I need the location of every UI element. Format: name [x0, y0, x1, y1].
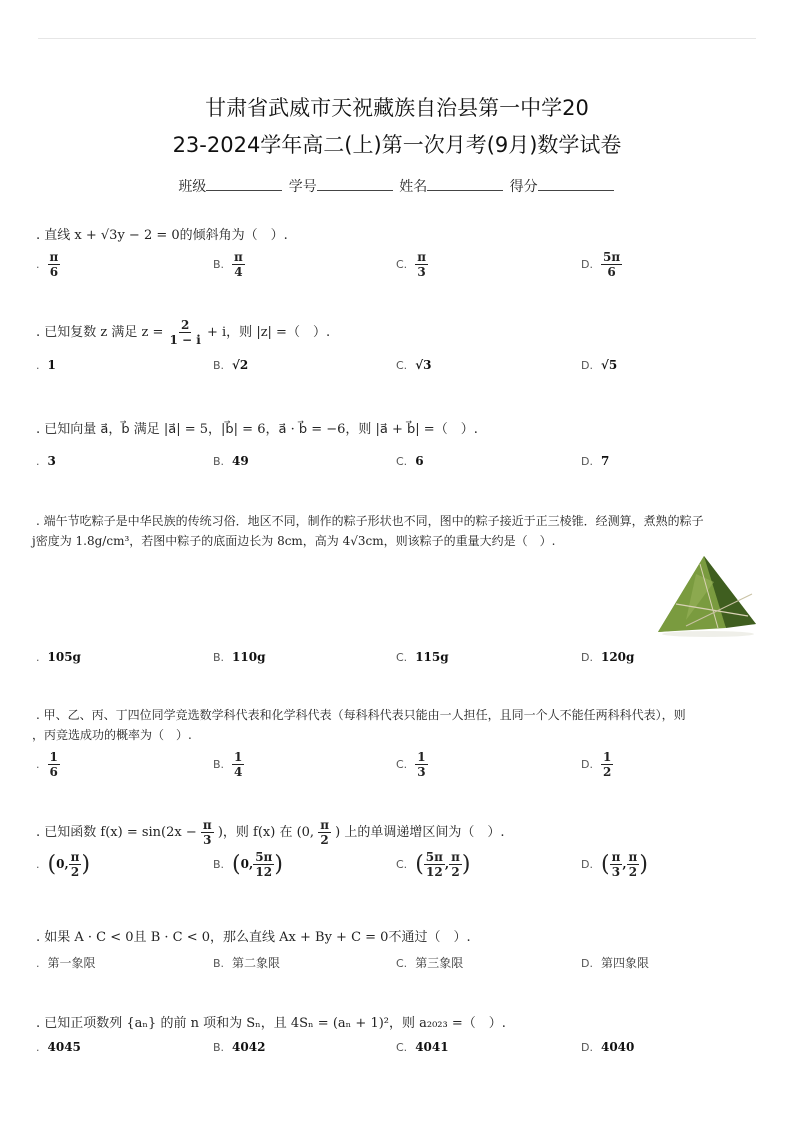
field-class-blank	[206, 178, 282, 191]
question-8-stem: . 已知正项数列 {aₙ} 的前 n 项和为 Sₙ，且 4Sₙ = (aₙ + 1)²，则 a₂₀₂₃ =（ ）.	[36, 1016, 506, 1031]
q2-option-a: . 1	[36, 358, 56, 372]
q5-option-a: . $\frac{1}{6}$	[36, 750, 58, 779]
q6-option-a: . (0, $\frac{\pi}{2}$ )	[36, 850, 91, 879]
q1-option-a: . $\frac{\pi}{6}$	[36, 250, 59, 279]
q4-option-a: . 105g	[36, 650, 81, 664]
q6-option-c: C. ( $\frac{5\pi}{12}$ , $\frac{\pi}{2}$ )	[396, 850, 471, 879]
field-id-label: 学号	[288, 179, 317, 195]
q4-option-c: C. 115g	[396, 650, 449, 664]
q5-option-c: C. $\frac{1}{3}$	[396, 750, 426, 779]
q2-option-c: C. √3	[396, 358, 432, 372]
q1-option-d: D. $\frac{5\pi}{6}$	[581, 250, 621, 279]
q2-option-b: B. √2	[213, 358, 249, 372]
q7-option-c: C. 第三象限	[396, 956, 464, 970]
q8-option-b: B. 4042	[213, 1040, 266, 1054]
question-5-stem-line1: . 甲、乙、丙、丁四位同学竞选数学科代表和化学科代表（每科科代表只能由一人担任，且同一个人不能任两科科代表），则	[36, 708, 686, 722]
q3-option-a: . 3	[36, 454, 56, 468]
q7-option-a: . 第一象限	[36, 956, 96, 970]
q8-option-d: D. 4040	[581, 1040, 635, 1054]
header-rule	[38, 38, 756, 39]
question-4-stem-line1: . 端午节吃粽子是中华民族的传统习俗．地区不同，制作的粽子形状也不同，图中的粽子接近于正三棱锥．经测算，煮熟的粽子	[36, 514, 704, 528]
field-class-label: 班级	[178, 179, 207, 195]
question-4-stem-line2: j密度为 1.8g/cm³，若图中粽子的底面边长为 8cm，高为 4√3cm，则该粽子的重量大约是（ ）.	[32, 534, 556, 548]
question-5-stem-line2: ，丙竞选成功的概率为（ ）.	[32, 728, 192, 742]
zongzi-image	[656, 554, 760, 638]
q8-option-a: . 4045	[36, 1040, 81, 1054]
q3-option-b: B. 49	[213, 454, 249, 468]
q3-option-d: D. 7	[581, 454, 610, 468]
field-score-label: 得分	[509, 179, 538, 195]
q8-option-c: C. 4041	[396, 1040, 449, 1054]
question-3-stem: . 已知向量 a⃗，b⃗ 满足 |a⃗| = 5，|b⃗| = 6，a⃗ · b⃗ = −6，则 |a⃗ + b⃗| =（ ）.	[36, 422, 478, 437]
q6-option-d: D. ( $\frac{\pi}{3}$ , $\frac{\pi}{2}$ )	[581, 850, 648, 879]
q3-option-c: C. 6	[396, 454, 424, 468]
q4-option-b: B. 110g	[213, 650, 266, 664]
question-6-stem: . 已知函数 f(x) = sin(2x − $\frac{\pi}{3}$ )，则 f(x) 在 (0, $\frac{\pi}{2}$ ) 上的单调递增区间为（ ）.	[36, 818, 505, 847]
question-1-stem: . 直线 x + √3y − 2 = 0的倾斜角为（ ）.	[36, 228, 288, 243]
q7-option-d: D. 第四象限	[581, 956, 649, 970]
student-info-line	[0, 176, 794, 196]
q6-option-b: B. (0, $\frac{5\pi}{12}$ )	[213, 850, 283, 879]
field-name-blank	[427, 178, 503, 191]
q1-option-b: B. $\frac{\pi}{4}$	[213, 250, 243, 279]
q5-option-d: D. $\frac{1}{2}$	[581, 750, 612, 779]
field-score-blank	[538, 178, 614, 191]
q1-option-c: C. $\frac{\pi}{3}$	[396, 250, 426, 279]
q2-option-d: D. √5	[581, 358, 618, 372]
question-2-stem: . 已知复数 z 满足 z = $\frac{2}{1 - i}$ + i，则 |z| =（ ）.	[36, 318, 331, 347]
field-id-blank	[317, 178, 393, 191]
exam-title-line2: 23-2024学年高二(上)第一次月考(9月)数学试卷	[172, 133, 622, 157]
field-name-label: 姓名	[399, 179, 428, 195]
exam-title-line1: 甘肃省武威市天祝藏族自治县第一中学20	[205, 96, 589, 120]
q5-option-b: B. $\frac{1}{4}$	[213, 750, 243, 779]
q7-option-b: B. 第二象限	[213, 956, 281, 970]
q4-option-d: D. 120g	[581, 650, 635, 664]
question-7-stem: . 如果 A · C < 0且 B · C < 0，那么直线 Ax + By + C = 0不通过（ ）.	[36, 930, 471, 945]
